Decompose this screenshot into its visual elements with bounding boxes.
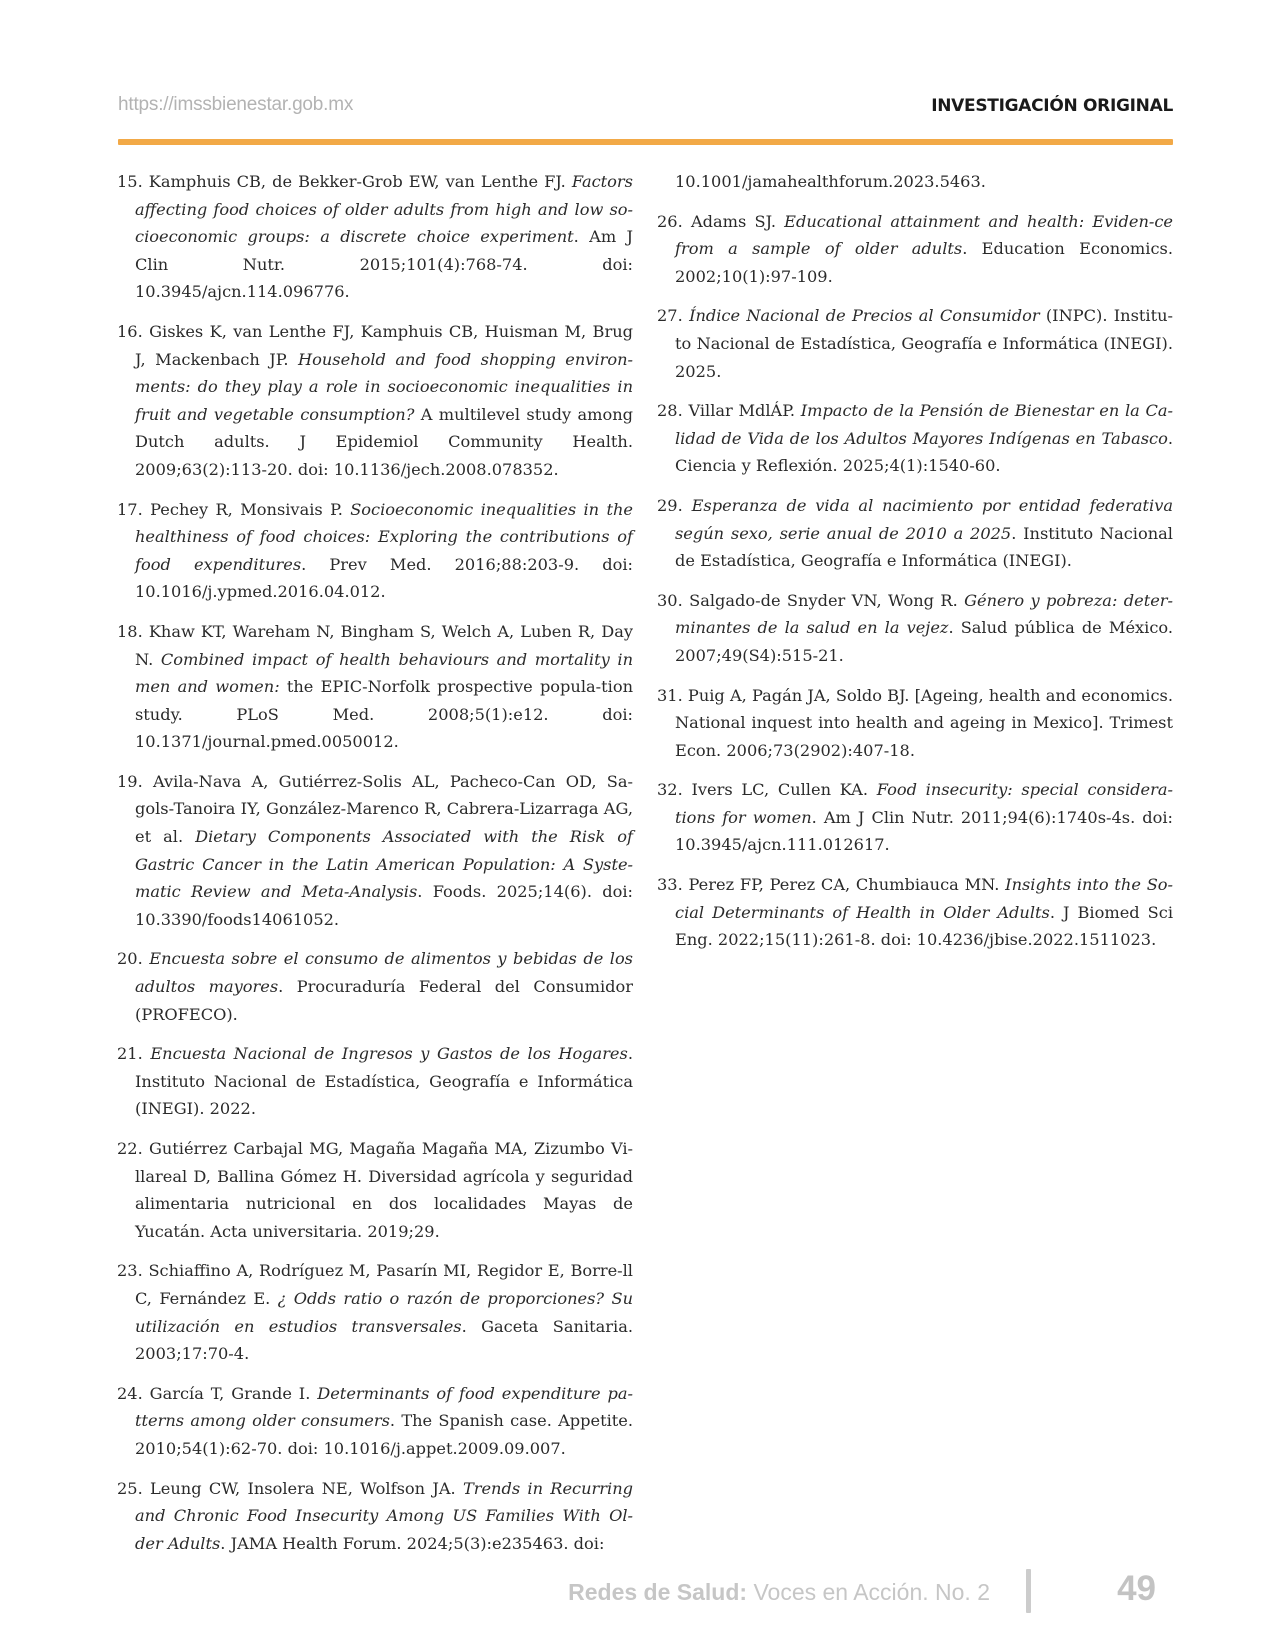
- reference-authors: Avila-Nava A, Gutiérrez-Solis AL, Pacheco-Can OD, Sa-gols-Tanoira IY, González-Marenco R, Cabrera-Lizarraga AG, et al.: [135, 771, 633, 847]
- reference-title: Encuesta sobre el consumo de alimentos y bebidas de los adultos mayores: [135, 949, 633, 997]
- reference-continuation: 10.1001/jamahealthforum.2023.5463.: [675, 172, 986, 191]
- reference-source: . Education Economics. 2002;10(1):97-109.: [675, 239, 1173, 286]
- reference-source: . J Biomed Sci Eng. 2022;15(11):261-8. doi: 10.4236/jbise.2022.1511023.: [675, 902, 1173, 950]
- reference-number: 21.: [117, 1044, 143, 1064]
- reference-item: [117, 1475, 633, 1558]
- page-number: 49: [1117, 1569, 1156, 1608]
- reference-item: [657, 492, 1173, 575]
- reference-number: 32.: [657, 780, 683, 800]
- reference-number: 33.: [657, 875, 683, 895]
- reference-title: Factors affecting food choices of older adults from high and low so-cioeconomic groups: a discrete choice experiment: [135, 172, 633, 247]
- reference-source: . Ciencia y Reflexión. 2025;4(1):1540-60.: [675, 428, 1173, 476]
- reference-title: Esperanza de vida al nacimiento por entidad federativa según sexo, serie anual de 2010 a 2025: [675, 495, 1173, 543]
- reference-title: Impacto de la Pensión de Bienestar en la Ca-lidad de Vida de los Adultos Mayores Indígenas en Tabasco: [675, 401, 1173, 448]
- header-url-link[interactable]: https://imssbienestar.gob.mx: [118, 94, 354, 115]
- reference-authors: Salgado-de Snyder VN, Wong R.: [689, 590, 965, 610]
- footer-journal-name: Redes de Salud:: [568, 1579, 748, 1605]
- reference-item: [117, 318, 633, 484]
- reference-authors: Khaw KT, Wareham N, Bingham S, Welch A, Luben R, Day N.: [135, 621, 633, 669]
- footer-divider: [1026, 1569, 1031, 1613]
- reference-authors: Kamphuis CB, de Bekker-Grob EW, van Lenthe FJ.: [148, 172, 572, 191]
- reference-number: 23.: [117, 1261, 143, 1281]
- reference-item: [657, 302, 1173, 385]
- references-right-column: [657, 168, 1173, 966]
- reference-title: ¿ Odds ratio o razón de proporciones? Su utilización en estudios transversales: [135, 1288, 633, 1336]
- reference-item: [117, 1257, 633, 1367]
- reference-source: . Am J Clin Nutr. 2015;101(4):768-74. doi: 10.3945/ajcn.114.096776.: [135, 227, 633, 302]
- reference-item: [117, 618, 633, 756]
- header-accent-bar: [118, 139, 1173, 145]
- page-footer: [568, 1567, 1168, 1615]
- reference-authors: Pechey R, Monsivais P.: [150, 499, 351, 519]
- reference-source: . JAMA Health Forum. 2024;5(3):e235463. doi:: [220, 1533, 605, 1553]
- reference-title: Educational attainment and health: Eviden-ce from a sample of older adults: [675, 211, 1173, 259]
- reference-item: [657, 587, 1173, 670]
- reference-number: 17.: [117, 499, 143, 519]
- reference-source: . Foods. 2025;14(6). doi: 10.3390/foods14061052.: [135, 882, 634, 929]
- reference-number: 26.: [657, 211, 683, 231]
- reference-authors: García T, Grande I.: [149, 1383, 318, 1403]
- reference-item: [117, 168, 633, 306]
- reference-title: Trends in Recurring and Chronic Food Insecurity Among US Families With Ol-der Adults: [135, 1478, 633, 1553]
- reference-number: 16.: [117, 321, 143, 341]
- reference-item: [117, 1135, 633, 1245]
- reference-number: 22.: [117, 1139, 143, 1158]
- reference-source: . Am J Clin Nutr. 2011;94(6):1740s-4s. doi: 10.3945/ajcn.111.012617.: [675, 807, 1173, 855]
- reference-authors: Villar MdlÁP.: [688, 401, 801, 421]
- reference-authors: Giskes K, van Lenthe FJ, Kamphuis CB, Huisman M, Brug J, Mackenbach JP.: [135, 321, 633, 369]
- reference-title: Determinants of food expenditure pa-tterns among older consumers: [135, 1383, 633, 1431]
- reference-title: Socioeconomic inequalities in the healthiness of food choices: Exploring the contributions of food expenditures: [135, 499, 633, 574]
- reference-item: [657, 871, 1173, 954]
- reference-authors: Schiaffino A, Rodríguez M, Pasarín MI, Regidor E, Borre-ll C, Fernández E.: [135, 1261, 633, 1308]
- reference-number: 29.: [657, 495, 683, 515]
- footer-journal-issue: Voces en Acción. No. 2: [747, 1579, 990, 1605]
- reference-item: [117, 945, 633, 1028]
- reference-source: . Instituto Nacional de Estadística, Geografía e Informática (INEGI). 2022.: [135, 1044, 633, 1119]
- reference-source: . Prev Med. 2016;88:203-9. doi: 10.1016/j.ypmed.2016.04.012.: [135, 554, 633, 602]
- reference-source: . Instituto Nacional de Estadística, Geografía e Informática (INEGI).: [675, 523, 1173, 571]
- reference-source: . Gaceta Sanitaria. 2003;17:70-4.: [135, 1316, 633, 1364]
- reference-title: Household and food shopping environ-ments: do they play a role in socioeconomic inequalities in fruit and vegetable consumption?: [135, 349, 634, 424]
- reference-number: 31.: [657, 685, 683, 705]
- reference-number: 19.: [117, 771, 143, 791]
- reference-title: Food insecurity: special considera-tions for women: [675, 780, 1173, 827]
- reference-source: . The Spanish case. Appetite. 2010;54(1):62-70. doi: 10.1016/j.appet.2009.09.007.: [135, 1411, 634, 1458]
- reference-title: Dietary Components Associated with the Risk of Gastric Cancer in the Latin American Population: A Syste-matic Review and Meta-Analysis: [135, 827, 633, 902]
- reference-number: 30.: [657, 590, 683, 610]
- reference-source: A multilevel study among Dutch adults. J Epidemiol Community Health. 2009;63(2):113-20. doi: 10.1136/jech.2008.078352.: [135, 404, 633, 479]
- reference-authors: Leung CW, Insolera NE, Wolfson JA.: [150, 1478, 463, 1498]
- reference-title: Índice Nacional de Precios al Consumidor: [689, 306, 1040, 326]
- reference-item: [117, 1040, 633, 1123]
- reference-authors: Ivers LC, Cullen KA.: [691, 780, 877, 800]
- reference-number: 15.: [117, 172, 143, 191]
- reference-item: [117, 768, 633, 934]
- reference-number: 28.: [657, 401, 683, 421]
- reference-number: 25.: [117, 1478, 143, 1498]
- reference-item: [657, 397, 1173, 480]
- reference-number: 20.: [117, 949, 143, 969]
- reference-title: Insights into the So-cial Determinants of Health in Older Adults: [675, 875, 1173, 922]
- reference-title: Combined impact of health behaviours and mortality in men and women:: [135, 649, 633, 697]
- reference-authors: Adams SJ.: [690, 211, 785, 231]
- reference-item: [657, 776, 1173, 859]
- reference-authors: Gutiérrez Carbajal MG, Magaña Magaña MA, Zizumbo Vi-llareal D, Ballina Gómez H. Diversidad agrícola y seguridad alimentaria nutricional en dos localidades Mayas de Yucatán. Acta universitaria. 2019;29.: [135, 1139, 634, 1241]
- reference-number: 18.: [117, 621, 143, 641]
- reference-authors: Puig A, Pagán JA, Soldo BJ. [Ageing, health and economics. National inquest into health and ageing in Mexico]. Trimest Econ. 2006;73(2902):407-18.: [675, 685, 1173, 760]
- reference-item: [117, 1380, 633, 1463]
- footer-journal-title: [568, 1579, 990, 1606]
- reference-number: 24.: [117, 1383, 143, 1403]
- reference-item: [117, 496, 633, 606]
- reference-item: [657, 682, 1173, 765]
- reference-source: (INPC). Institu-to Nacional de Estadística, Geografía e Informática (INEGI). 2025.: [675, 306, 1173, 381]
- references-left-column: [117, 168, 633, 1569]
- reference-source: . Salud pública de México. 2007;49(S4):515-21.: [675, 618, 1174, 665]
- reference-number: 27.: [657, 306, 683, 326]
- reference-title: Encuesta Nacional de Ingresos y Gastos de los Hogares: [150, 1044, 628, 1064]
- reference-item: [657, 208, 1173, 291]
- header-section-title: INVESTIGACIÓN ORIGINAL: [931, 96, 1173, 116]
- reference-source: . Procuraduría Federal del Consumidor (PROFECO).: [135, 977, 633, 1024]
- reference-authors: Perez FP, Perez CA, Chumbiauca MN.: [688, 875, 1006, 895]
- reference-source: the EPIC-Norfolk prospective popula-tion study. PLoS Med. 2008;5(1):e12. doi: 10.1371/journal.pmed.0050012.: [135, 677, 633, 752]
- reference-title: Género y pobreza: deter-minantes de la salud en la vejez: [675, 590, 1173, 638]
